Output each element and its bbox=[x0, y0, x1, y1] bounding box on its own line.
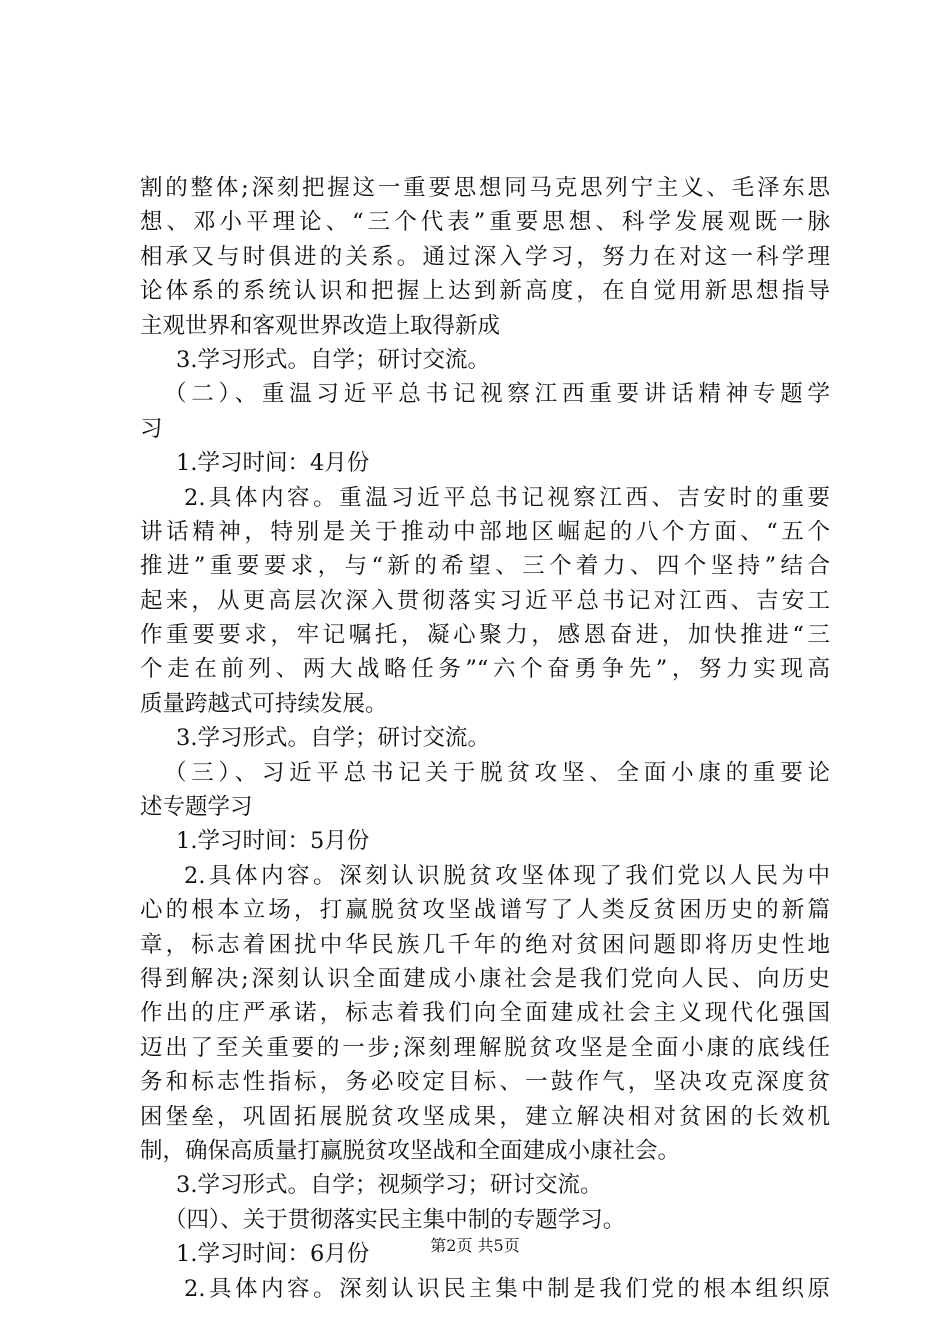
text-line: 迈出了至关重要的一步;深刻理解脱贫攻坚是全面小康的底线任 bbox=[140, 1034, 830, 1061]
text-line: 起来，从更高层次深入贯彻落实习近平总书记对江西、吉安工 bbox=[140, 587, 830, 614]
text-line: 主观世界和客观世界改造上取得新成 bbox=[140, 312, 501, 339]
text-line: 个走在前列、两大战略任务”“六个奋勇争先”，努力实现高 bbox=[140, 656, 830, 683]
text-line: （四）、关于贯彻落实民主集中制的专题学习。 bbox=[164, 1206, 626, 1233]
text-line: 1.学习时间：5月份 bbox=[176, 828, 370, 855]
text-line: 制，确保高质量打赢脱贫攻坚战和全面建成小康社会。 bbox=[140, 1137, 681, 1164]
text-line: 章，标志着困扰中华民族几千年的绝对贫困问题即将历史性地 bbox=[140, 931, 830, 958]
text-line: 3.学习形式。自学；研讨交流。 bbox=[176, 725, 490, 752]
text-line: 2.具体内容。深刻认识脱贫攻坚体现了我们党以人民为中 bbox=[184, 862, 830, 889]
text-line: 3.学习形式。自学；研讨交流。 bbox=[176, 346, 490, 373]
text-line: 质量跨越式可持续发展。 bbox=[140, 690, 388, 717]
text-line: 得到解决;深刻认识全面建成小康社会是我们党向人民、向历史 bbox=[140, 965, 830, 992]
text-line: 2.具体内容。深刻认识民主集中制是我们党的根本组织原 bbox=[184, 1275, 830, 1302]
text-line: 2.具体内容。重温习近平总书记视察江西、吉安时的重要 bbox=[184, 484, 830, 511]
text-line: 作出的庄严承诺，标志着我们向全面建成社会主义现代化强国 bbox=[140, 1000, 830, 1027]
document-body bbox=[140, 171, 830, 1306]
text-line: 论体系的系统认识和把握上达到新高度，在自觉用新思想指导 bbox=[140, 278, 830, 305]
text-line: 3.学习形式。自学；视频学习；研讨交流。 bbox=[176, 1172, 603, 1199]
text-line: 心的根本立场，打赢脱贫攻坚战谱写了人类反贫困历史的新篇 bbox=[140, 897, 830, 924]
text-line: 述专题学习 bbox=[140, 794, 253, 821]
text-line: 习 bbox=[140, 415, 163, 442]
text-line: 相承又与时俱进的关系。通过深入学习，努力在对这一科学理 bbox=[140, 243, 830, 270]
text-line: 讲话精神，特别是关于推动中部地区崛起的八个方面、“五个 bbox=[140, 518, 830, 545]
text-line: （三）、习近平总书记关于脱贫攻坚、全面小康的重要论 bbox=[164, 759, 830, 786]
text-line: 1.学习时间：6月份 bbox=[176, 1241, 370, 1268]
text-line: 作重要要求，牢记嘱托，凝心聚力，感恩奋进，加快推进“三 bbox=[140, 622, 830, 649]
text-line: 1.学习时间：4月份 bbox=[176, 450, 370, 477]
text-line: 务和标志性指标，务必咬定目标、一鼓作气，坚决攻克深度贫 bbox=[140, 1069, 830, 1096]
text-line: 推进”重要要求，与“新的希望、三个着力、四个坚持”结合 bbox=[140, 553, 830, 580]
text-line: 想、邓小平理论、“三个代表”重要思想、科学发展观既一脉 bbox=[140, 209, 830, 236]
page-footer: 第2页 共5页 bbox=[430, 1236, 520, 1255]
text-line: 割的整体;深刻把握这一重要思想同马克思列宁主义、毛泽东思 bbox=[140, 175, 830, 201]
text-line: （二）、重温习近平总书记视察江西重要讲话精神专题学 bbox=[164, 381, 830, 408]
text-line: 困堡垒，巩固拓展脱贫攻坚成果，建立解决相对贫困的长效机 bbox=[140, 1103, 830, 1130]
